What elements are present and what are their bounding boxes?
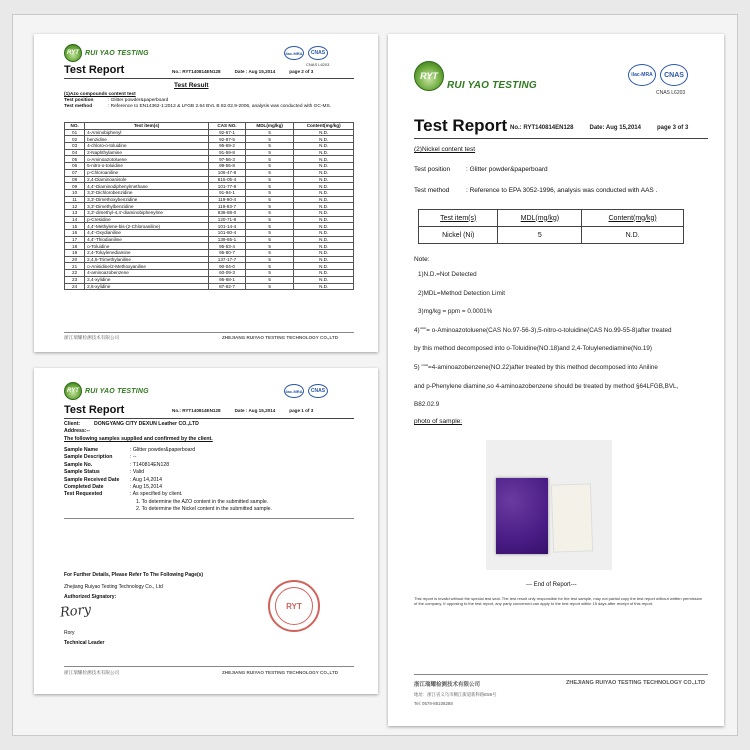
client-value: DONGYANG CITY DEXUN Leather CO.,LTD bbox=[94, 421, 199, 427]
cnas-label: CNAS L6203 bbox=[306, 62, 330, 67]
field-label bbox=[64, 499, 130, 506]
field-label bbox=[64, 506, 130, 513]
table-cell: 4-Aminobiphenyl bbox=[85, 129, 209, 136]
report-meta bbox=[172, 69, 313, 74]
client-label: Client: bbox=[64, 421, 81, 427]
table-cell: N.D. bbox=[294, 283, 354, 290]
table-cell: 101-14-4 bbox=[208, 223, 245, 230]
report-meta bbox=[172, 408, 313, 413]
table-row bbox=[65, 250, 354, 257]
note-line: 2)MDL=Method Detection Limit bbox=[418, 289, 505, 297]
table-cell: 4,4'-Methylene-bis-(2-Chloroaniline) bbox=[85, 223, 209, 230]
footer-company-cn: 浙江瑞耀检测技术有限公司 bbox=[64, 335, 120, 340]
field-value: 2. To determine the Nickel content in the submitted sample. bbox=[136, 506, 273, 513]
table-row bbox=[65, 156, 354, 163]
note-line: 5) """=4-aminoazobenzene(NO.22)after treated by this method decomposed into Aniline bbox=[414, 363, 658, 371]
note-label: Note: bbox=[414, 256, 430, 263]
table-row bbox=[65, 203, 354, 210]
report-page-1 bbox=[34, 368, 378, 694]
table-cell: 23 bbox=[65, 276, 85, 283]
field-value: : As specified by client. bbox=[130, 491, 183, 498]
table-cell: N.D. bbox=[294, 203, 354, 210]
table-row bbox=[65, 169, 354, 176]
table-cell: N.D. bbox=[294, 169, 354, 176]
table-row bbox=[65, 149, 354, 156]
table-header-cell: Content(mg/kg) bbox=[582, 210, 684, 227]
table-row bbox=[65, 176, 354, 183]
signer-name: Rory bbox=[64, 630, 75, 636]
table-cell: N.D. bbox=[294, 129, 354, 136]
table-cell: 5 bbox=[245, 236, 293, 243]
table-cell: 5 bbox=[245, 216, 293, 223]
table-header-cell: NO. bbox=[65, 123, 85, 130]
table-cell: 17 bbox=[65, 236, 85, 243]
table-cell: N.D. bbox=[294, 189, 354, 196]
position-value: : Glitter powder&paperboard bbox=[108, 98, 169, 103]
table-cell: 5 bbox=[245, 149, 293, 156]
field-value: : Glitter powder&paperboard bbox=[130, 447, 196, 453]
field-label: Completed Date bbox=[64, 484, 104, 491]
table-cell: N.D. bbox=[294, 236, 354, 243]
table-cell: 5 bbox=[245, 196, 293, 203]
table-cell: 10 bbox=[65, 189, 85, 196]
table-cell: 97-56-3 bbox=[208, 156, 245, 163]
cert-marks bbox=[628, 64, 688, 86]
table-cell: 95-68-1 bbox=[208, 276, 245, 283]
table-cell: 5 bbox=[245, 256, 293, 263]
table-cell: 07 bbox=[65, 169, 85, 176]
table-cell: 139-65-1 bbox=[208, 236, 245, 243]
note-line: 1)N.D.=Not Detected bbox=[418, 271, 477, 278]
table-cell: 2,4-Diaminoanisole bbox=[85, 176, 209, 183]
table-row bbox=[65, 223, 354, 230]
field-label: Sample Name bbox=[64, 447, 99, 453]
table-cell: 120-71-8 bbox=[208, 216, 245, 223]
table-cell: N.D. bbox=[294, 196, 354, 203]
table-cell: 92-87-5 bbox=[208, 136, 245, 143]
table-cell: 615-05-4 bbox=[208, 176, 245, 183]
table-row bbox=[65, 236, 354, 243]
table-row bbox=[419, 227, 684, 244]
ruiyao-logo bbox=[64, 44, 149, 62]
table-cell: N.D. bbox=[294, 276, 354, 283]
table-cell: N.D. bbox=[294, 136, 354, 143]
company-name: RUI YAO TESTING bbox=[85, 49, 149, 57]
note-line: 3)mg/kg = ppm = 0.0001% bbox=[418, 308, 493, 316]
signer-role: Technical Leader bbox=[64, 640, 105, 646]
table-cell: o-Aminoazotoluene bbox=[85, 156, 209, 163]
table-cell: 12 bbox=[65, 203, 85, 210]
ryt-emblem-icon: RYT bbox=[64, 44, 82, 62]
table-header-cell: MDL(mg/kg) bbox=[498, 210, 582, 227]
authorized-label: Authorized Signatory: bbox=[64, 594, 117, 600]
table-row bbox=[65, 243, 354, 250]
table-row bbox=[65, 189, 354, 196]
table-cell: N.D. bbox=[294, 263, 354, 270]
sample-field-row bbox=[64, 469, 272, 476]
table-cell: 5 bbox=[245, 209, 293, 216]
report-title: Test Report bbox=[414, 116, 508, 135]
sample-field-row bbox=[64, 454, 272, 461]
note-line: and p-Phenylene diamine,so 4-aminoazobenzene should be treated by method §64LFGB,BVL, bbox=[414, 382, 679, 390]
table-cell: 60-09-3 bbox=[208, 270, 245, 277]
table-cell: 95-80-7 bbox=[208, 250, 245, 257]
section-title: Test Result bbox=[174, 82, 209, 89]
table-cell: 5 bbox=[245, 283, 293, 290]
table-cell: benzidine bbox=[85, 136, 209, 143]
report-title: Test Report bbox=[64, 404, 125, 416]
table-row bbox=[65, 263, 354, 270]
note-line: 4)"""= o-Aminoazotoluene(CAS No.97-56-3),5-nitro-o-toluidine(CAS No.99-55-8)after treated bbox=[414, 326, 672, 334]
table-cell: 838-88-0 bbox=[208, 209, 245, 216]
table-cell: 101-80-4 bbox=[208, 230, 245, 237]
end-of-report: --- End of Report--- bbox=[526, 582, 577, 588]
table-cell: 5 bbox=[245, 223, 293, 230]
page-indicator: page 1 of 3 bbox=[289, 408, 314, 413]
table-cell: 5 bbox=[245, 270, 293, 277]
report-number: No.: RYT140814EN128 bbox=[510, 125, 574, 131]
table-cell: 95-53-4 bbox=[208, 243, 245, 250]
table-cell: N.D. bbox=[294, 256, 354, 263]
note-line: B82.02.9 bbox=[414, 401, 440, 409]
field-value: : T140814EN128 bbox=[130, 461, 170, 468]
table-row bbox=[65, 270, 354, 277]
test-info bbox=[64, 98, 338, 111]
table-row bbox=[65, 183, 354, 190]
field-label: Sample Description bbox=[64, 454, 113, 461]
table-cell: 21 bbox=[65, 263, 85, 270]
table-cell: 4,4'-Oxydianiline bbox=[85, 230, 209, 237]
table-cell: 137-17-7 bbox=[208, 256, 245, 263]
table-cell: 5 bbox=[245, 176, 293, 183]
table-cell: 95-69-2 bbox=[208, 143, 245, 150]
table-cell: N.D. bbox=[294, 156, 354, 163]
sample-photo bbox=[486, 440, 612, 570]
table-row bbox=[65, 136, 354, 143]
table-cell: 2,4-Toluylenediamine bbox=[85, 250, 209, 257]
ruiyao-logo bbox=[64, 382, 149, 400]
table-cell: 5 bbox=[245, 143, 293, 150]
table-cell: 20 bbox=[65, 256, 85, 263]
client-info bbox=[64, 421, 213, 443]
table-cell: 90-04-0 bbox=[208, 263, 245, 270]
table-cell: 106-47-8 bbox=[208, 169, 245, 176]
table-cell: 5 bbox=[245, 243, 293, 250]
table-cell: 14 bbox=[65, 216, 85, 223]
table-cell: p-Chloroaniline bbox=[85, 169, 209, 176]
azo-result-table bbox=[64, 122, 354, 290]
table-cell: 01 bbox=[65, 129, 85, 136]
table-cell: N.D. bbox=[294, 183, 354, 190]
notes-list bbox=[414, 266, 678, 415]
page-indicator: page 2 of 3 bbox=[289, 69, 314, 74]
table-cell: 11 bbox=[65, 196, 85, 203]
table-cell: 24 bbox=[65, 283, 85, 290]
table-header-cell: Test item(s) bbox=[85, 123, 209, 130]
cnas-icon: CNAS bbox=[308, 46, 328, 60]
sample-field-row bbox=[64, 447, 272, 454]
table-cell: 2-Naphthylamine bbox=[85, 149, 209, 156]
table-cell: 13 bbox=[65, 209, 85, 216]
cnas-icon: CNAS bbox=[308, 384, 328, 398]
method-label: Test method bbox=[64, 104, 93, 110]
table-cell: p-Cresidine bbox=[85, 216, 209, 223]
table-cell: 2,4-xylidine bbox=[85, 276, 209, 283]
table-cell: 4,4'-Thiodianiline bbox=[85, 236, 209, 243]
table-cell: 3,3'-Dichlorobenzidine bbox=[85, 189, 209, 196]
table-cell: 04 bbox=[65, 149, 85, 156]
nickel-result-table bbox=[418, 209, 684, 244]
table-cell: 5 bbox=[245, 129, 293, 136]
table-cell: 22 bbox=[65, 270, 85, 277]
table-cell: 06 bbox=[65, 163, 85, 170]
table-cell: 4,4'-Diaminodiphenylmethane bbox=[85, 183, 209, 190]
table-cell: N.D. bbox=[294, 149, 354, 156]
table-cell: N.D. bbox=[294, 270, 354, 277]
table-row bbox=[65, 129, 354, 136]
footer-address: 地址：浙江省义乌市稠江街道新科路E58号 bbox=[414, 692, 497, 697]
report-page-2 bbox=[34, 34, 378, 352]
method-label: Test method bbox=[414, 187, 450, 194]
table-row bbox=[65, 216, 354, 223]
footer-rule bbox=[64, 332, 354, 333]
cnas-label: CNAS L6203 bbox=[656, 90, 686, 96]
field-value: : -- bbox=[130, 454, 137, 461]
test-subtitle: (1)Azo compounds content test bbox=[64, 92, 136, 97]
field-label: Test Requested bbox=[64, 491, 103, 498]
table-cell: 91-94-1 bbox=[208, 189, 245, 196]
table-cell: o-Toluidine bbox=[85, 243, 209, 250]
table-cell: 87-62-7 bbox=[208, 283, 245, 290]
table-cell: 2,4,5-Trimethylaniline bbox=[85, 256, 209, 263]
ryt-emblem-icon: RYT bbox=[64, 382, 82, 400]
table-row bbox=[65, 163, 354, 170]
position-label: Test position bbox=[64, 98, 94, 103]
company-name: RUI YAO TESTING bbox=[85, 387, 149, 395]
company-line: Zhejiang Ruiyao Testing Technology Co., Ltd bbox=[64, 584, 163, 590]
company-name: RUI YAO TESTING bbox=[447, 80, 537, 91]
table-cell: N.D. bbox=[294, 243, 354, 250]
position-row bbox=[414, 166, 548, 173]
table-row bbox=[65, 256, 354, 263]
table-cell: N.D. bbox=[294, 250, 354, 257]
report-meta bbox=[510, 125, 688, 131]
company-seal-icon bbox=[268, 580, 320, 632]
field-label: Sample No. bbox=[64, 461, 93, 468]
report-date: Date : Aug 15,2014 bbox=[234, 408, 276, 413]
table-cell: 101-77-9 bbox=[208, 183, 245, 190]
table-cell: 2,6-xylidine bbox=[85, 283, 209, 290]
method-value: : Reference to EN14362-1:2012 & LFGB 2.64 BVL B 82.02.9-2006, analysis was conducted with GC-MS. bbox=[108, 104, 332, 110]
cert-marks bbox=[284, 384, 328, 398]
table-cell: 3,3'-Dimethylbenzidine bbox=[85, 203, 209, 210]
header-rule bbox=[414, 138, 708, 139]
test-subtitle: (2)Nickel content test bbox=[414, 146, 476, 153]
disclaimer: This report is invalid without the special test seal. The test result only responsible for the test sample, may not partial copy the test report without written permission of the company. If opposing to the test report, any party concerned can apply to the test report within 15 days after receipt of this report. bbox=[414, 596, 703, 607]
table-row bbox=[65, 276, 354, 283]
report-date: Date : Aug 15,2014 bbox=[234, 69, 276, 74]
sample-field-row bbox=[64, 484, 272, 491]
table-cell: 5 bbox=[245, 203, 293, 210]
table-cell: 5 bbox=[245, 156, 293, 163]
table-cell: 5 bbox=[245, 230, 293, 237]
table-cell: 5-nitro-o-toluidine bbox=[85, 163, 209, 170]
table-cell: 5 bbox=[245, 163, 293, 170]
ilac-mra-icon: ilac-MRA bbox=[628, 64, 656, 86]
table-cell: N.D. bbox=[294, 216, 354, 223]
footer-company-en: ZHEJIANG RUIYAO TESTING TECHNOLOGY CO.,LTD bbox=[222, 335, 339, 340]
table-cell: 5 bbox=[245, 169, 293, 176]
table-cell: 99-55-8 bbox=[208, 163, 245, 170]
table-header-cell: Test item(s) bbox=[419, 210, 498, 227]
sample-field-row bbox=[64, 462, 272, 469]
report-number: No.: RYT140814EN128 bbox=[172, 408, 221, 413]
method-row bbox=[414, 187, 657, 194]
page-indicator: page 3 of 3 bbox=[656, 125, 689, 131]
field-value: : Aug 15,2014 bbox=[130, 484, 163, 491]
table-cell: 4-chloro-o-toluidine bbox=[85, 143, 209, 150]
position-value: : Glitter powder&paperboard bbox=[466, 166, 548, 173]
footer-rule bbox=[64, 666, 354, 667]
table-row bbox=[65, 196, 354, 203]
paperboard-sample bbox=[551, 483, 593, 552]
footer-rule bbox=[414, 674, 708, 675]
position-label: Test position bbox=[414, 166, 451, 173]
sample-fields bbox=[64, 447, 272, 514]
table-cell: 19 bbox=[65, 250, 85, 257]
table-cell: 16 bbox=[65, 230, 85, 237]
table-cell: 18 bbox=[65, 243, 85, 250]
ilac-mra-icon: ilac-MRA bbox=[284, 384, 304, 398]
table-cell: 3,3'-Dimethoxybenzidine bbox=[85, 196, 209, 203]
cnas-icon: CNAS bbox=[660, 64, 688, 86]
table-cell: N.D. bbox=[294, 176, 354, 183]
field-value: 1. To determine the AZO content in the submitted sample. bbox=[136, 498, 269, 505]
table-cell: 05 bbox=[65, 156, 85, 163]
table-cell: 08 bbox=[65, 176, 85, 183]
table-cell: 3,3'-dimethyl-4,4'-diaminobiphenylme bbox=[85, 209, 209, 216]
report-date: Date: Aug 15,2014 bbox=[589, 125, 641, 131]
cert-marks bbox=[284, 46, 328, 60]
photo-label: photo of sample: bbox=[414, 418, 463, 425]
footer-tel: Tel: 0579-85108288 bbox=[414, 701, 453, 706]
table-cell: N.D. bbox=[294, 143, 354, 150]
sample-field-row bbox=[64, 477, 272, 484]
table-cell: 5 bbox=[245, 250, 293, 257]
signature: Rory bbox=[59, 602, 92, 621]
table-cell: o-Anisidine/2-Methoxyaniline bbox=[85, 263, 209, 270]
table-cell: 02 bbox=[65, 136, 85, 143]
divider bbox=[64, 518, 354, 519]
sample-field-row bbox=[64, 506, 272, 513]
footer-company-cn: 浙江瑞耀检测技术有限公司 bbox=[64, 670, 120, 675]
table-header-cell: CAS NO. bbox=[208, 123, 245, 130]
ilac-mra-icon: ilac-MRA bbox=[284, 46, 304, 60]
address-label: Address:-- bbox=[64, 428, 90, 435]
table-cell: 92-67-1 bbox=[208, 129, 245, 136]
table-cell: N.D. bbox=[582, 227, 684, 244]
table-row bbox=[65, 209, 354, 216]
table-cell: N.D. bbox=[294, 230, 354, 237]
table-cell: 4-aminoazobenzene bbox=[85, 270, 209, 277]
table-cell: N.D. bbox=[294, 163, 354, 170]
report-page-3 bbox=[388, 34, 724, 726]
table-cell: Nickel (Ni) bbox=[419, 227, 498, 244]
table-cell: 5 bbox=[245, 276, 293, 283]
field-value: : Aug 14,2014 bbox=[130, 476, 163, 483]
field-label: Sample Received Date bbox=[64, 476, 120, 483]
table-cell: 119-90-4 bbox=[208, 196, 245, 203]
ryt-emblem-icon: RYT bbox=[414, 61, 444, 91]
table-cell: N.D. bbox=[294, 209, 354, 216]
table-cell: 5 bbox=[245, 189, 293, 196]
sample-field-row bbox=[64, 491, 272, 498]
seal-text: RYT bbox=[286, 601, 302, 611]
intro-text: The following samples supplied and confirmed by the client. bbox=[64, 435, 213, 442]
table-cell: 09 bbox=[65, 183, 85, 190]
method-value: : Reference to EPA 3052-1996, analysis was conducted with AAS . bbox=[466, 187, 658, 194]
sample-field-row bbox=[64, 499, 272, 506]
table-cell: N.D. bbox=[294, 223, 354, 230]
table-row bbox=[65, 143, 354, 150]
ruiyao-logo bbox=[414, 60, 537, 91]
field-value: : Valid bbox=[130, 469, 145, 476]
header-rule bbox=[64, 78, 354, 79]
table-header-cell: Content(mg/kg) bbox=[294, 123, 354, 130]
table-cell: 15 bbox=[65, 223, 85, 230]
field-label: Sample Status bbox=[64, 469, 100, 476]
header-rule bbox=[64, 418, 354, 419]
table-cell: 5 bbox=[245, 263, 293, 270]
table-cell: 119-93-7 bbox=[208, 203, 245, 210]
table-cell: 5 bbox=[498, 227, 582, 244]
table-row bbox=[65, 230, 354, 237]
table-row bbox=[65, 283, 354, 290]
note-line: by this method decomposed into o-Toluidine(NO.18)and 2,4-Toluylenediamine(No.19) bbox=[414, 345, 653, 353]
table-cell: 5 bbox=[245, 136, 293, 143]
footer-company-cn: 浙江瑞耀检测技术有限公司 bbox=[414, 682, 481, 688]
table-cell: 03 bbox=[65, 143, 85, 150]
table-cell: 5 bbox=[245, 183, 293, 190]
report-number: No.: RYT140814EN128 bbox=[172, 69, 221, 74]
footer-company-en: ZHEJIANG RUIYAO TESTING TECHNOLOGY CO.,LTD bbox=[222, 670, 339, 675]
report-title: Test Report bbox=[64, 64, 125, 76]
table-header-cell: MDL(mg/kg) bbox=[245, 123, 293, 130]
further-details: For Further Details, Please Refer To The Following Page(s) bbox=[64, 572, 204, 578]
glitter-powder-sample bbox=[496, 478, 548, 554]
table-cell: 91-59-8 bbox=[208, 149, 245, 156]
footer-company-en: ZHEJIANG RUIYAO TESTING TECHNOLOGY CO.,LTD bbox=[566, 680, 705, 686]
